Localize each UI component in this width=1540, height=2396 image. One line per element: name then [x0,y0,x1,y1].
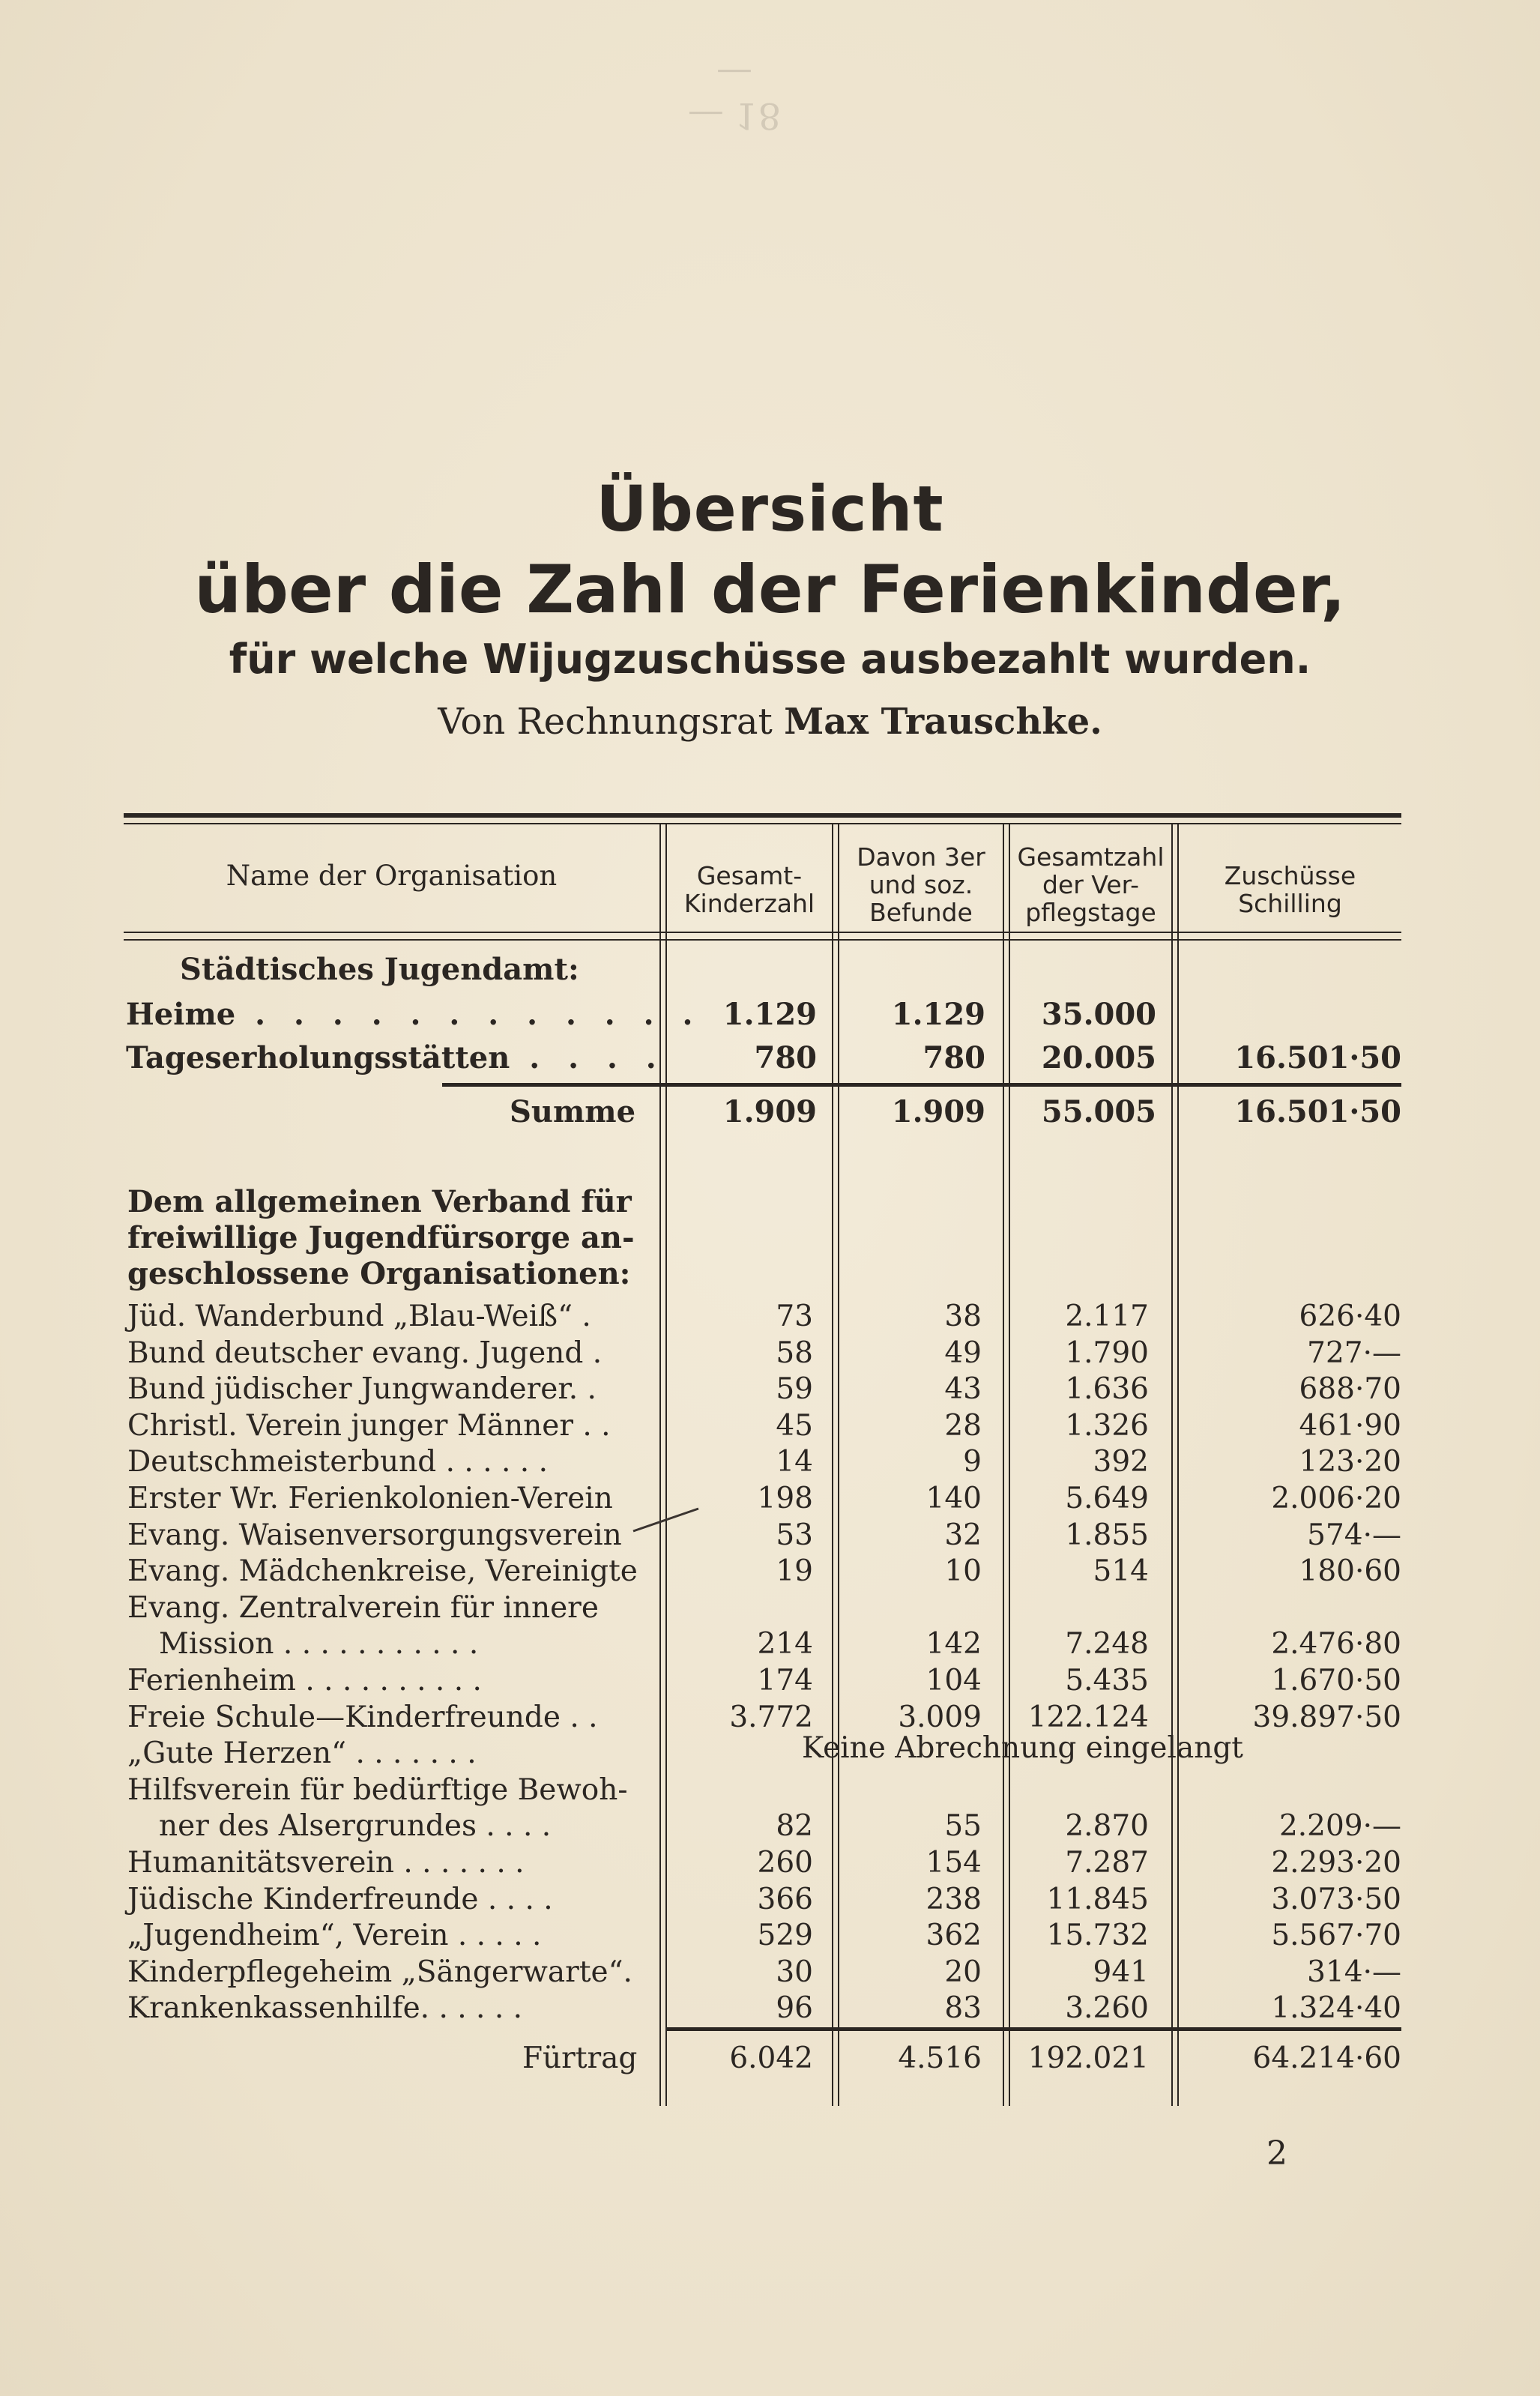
s2-row-17-name: „Jugendheim“, Verein . . . . . [127,1919,542,1952]
s2-row-15-gesamt: 260 [757,1846,813,1880]
s2-row-1-zuschuss: 727·— [1307,1336,1401,1370]
s2-row-15-davon: 154 [925,1846,982,1880]
s2-row-7-davon: 10 [944,1554,982,1588]
s1-tages-gesamt: 780 [754,1040,817,1075]
s2-row-3-davon: 28 [944,1409,982,1443]
title-line-1: Übersicht [596,472,944,546]
s1-heime-gesamt: 1.129 [722,997,817,1032]
s2-row-8-name: Evang. Zentralverein für innere [127,1591,599,1625]
col-divider-2a [832,824,833,2106]
s1-tages-davon: 780 [923,1040,985,1075]
s2-row-11-gesamt: 3.772 [729,1701,813,1734]
s1-tages-zuschuss: 16.501·50 [1234,1040,1401,1075]
s2-row-2-zuschuss: 688·70 [1299,1372,1401,1406]
s2-row-15-zuschuss: 2.293·20 [1271,1846,1401,1880]
s2-row-14-zuschuss: 2.209·— [1278,1809,1401,1843]
s2-row-10-zuschuss: 1.670·50 [1271,1664,1401,1698]
s2-row-2-gesamt: 59 [776,1372,813,1406]
byline-prefix: Von Rechnungsrat [438,701,773,743]
s1-sum-davon: 1.909 [891,1094,985,1129]
s1-tages-tage: 20.005 [1041,1040,1156,1075]
s2-row-1-gesamt: 58 [776,1336,813,1370]
table-top-rule-thick [124,813,1401,818]
s2-row-14-name: ner des Alsergrundes . . . . [159,1809,552,1843]
s2-row-2-davon: 43 [944,1372,982,1406]
s2-row-6-davon: 32 [944,1518,982,1552]
header-tage: Gesamtzahl der Ver- pflegstage [1017,842,1165,927]
s2-row-7-tage: 514 [1093,1554,1149,1588]
s1-sum-tage: 55.005 [1041,1094,1156,1129]
no-report-note: Keine Abrechnung eingelangt [802,1731,1243,1765]
s2-row-7-name: Evang. Mädchenkreise, Vereinigte [127,1554,638,1588]
fuertrag-tage: 192.021 [1027,2042,1149,2075]
s2-row-3-name: Christl. Verein junger Männer . . [127,1409,611,1443]
s2-row-13-name: Hilfsverein für bedürftige Bewoh- [127,1773,628,1807]
s2-row-9-gesamt: 214 [757,1627,813,1661]
s2-row-1-name: Bund deutscher evang. Jugend . [127,1336,603,1370]
s2-row-5-davon: 140 [925,1482,982,1515]
byline [0,701,1540,743]
top-page-number-bleedthrough: — 18 — [687,52,782,136]
s2-row-16-davon: 238 [925,1883,982,1916]
s2-row-10-gesamt: 174 [757,1664,813,1698]
section1-heading: Städtisches Jugendamt: [180,952,579,987]
s1-heime-davon: 1.129 [891,997,985,1032]
section2-heading-3: geschlossene Organisationen: [127,1256,631,1291]
s2-row-14-tage: 2.870 [1065,1809,1149,1843]
s2-row-4-gesamt: 14 [776,1445,813,1479]
header-bottom-rule-1 [124,932,1401,933]
s1-sum-zuschuss: 16.501·50 [1234,1094,1401,1129]
s2-row-4-zuschuss: 123·20 [1299,1445,1401,1479]
section1-row-heime-name [126,997,701,1033]
s2-row-17-gesamt: 529 [757,1919,813,1952]
s2-row-19-name: Krankenkassenhilfe. . . . . . [127,1991,523,2025]
s2-row-0-zuschuss: 626·40 [1299,1300,1401,1333]
fuertrag-label: Fürtrag [522,2042,638,2075]
s2-row-11-tage: 122.124 [1027,1701,1149,1734]
s2-row-9-zuschuss: 2.476·80 [1271,1627,1401,1661]
s2-row-10-name: Ferienheim . . . . . . . . . . [127,1664,482,1698]
s2-row-16-tage: 11.845 [1046,1883,1149,1916]
s2-row-17-tage: 15.732 [1046,1919,1149,1952]
fuertrag-rule [667,2027,1401,2031]
s2-row-10-davon: 104 [925,1664,982,1698]
leader-dots: . . . . [510,1040,665,1075]
section2-heading-1: Dem allgemeinen Verband für [127,1184,632,1219]
col-divider-4a [1171,824,1173,2106]
s2-row-0-tage: 2.117 [1065,1300,1149,1333]
page-number: 2 [1266,2134,1287,2173]
section2-heading-2: freiwillige Jugendfürsorge an- [127,1220,635,1255]
s2-row-3-gesamt: 45 [776,1409,813,1443]
s2-row-2-name: Bund jüdischer Jungwanderer. . [127,1372,597,1406]
s2-row-9-davon: 142 [925,1627,982,1661]
s2-row-10-tage: 5.435 [1065,1664,1149,1698]
s2-row-11-name: Freie Schule—Kinderfreunde . . [127,1701,598,1734]
s2-row-17-zuschuss: 5.567·70 [1271,1919,1401,1952]
s2-row-12-name: „Gute Herzen“ . . . . . . . [127,1736,477,1770]
s2-row-2-tage: 1.636 [1065,1372,1149,1406]
s2-row-5-gesamt: 198 [757,1482,813,1515]
s2-row-9-tage: 7.248 [1065,1627,1149,1661]
header-name: Name der Organisation [226,860,558,892]
s2-row-7-zuschuss: 180·60 [1299,1554,1401,1588]
s2-row-3-zuschuss: 461·90 [1299,1409,1401,1443]
header-zuschuss: Zuschüsse Schilling [1224,861,1356,918]
s2-row-19-davon: 83 [944,1991,982,2025]
s2-row-4-name: Deutschmeisterbund . . . . . . [127,1445,548,1479]
s2-row-4-davon: 9 [963,1445,982,1479]
s2-row-19-zuschuss: 1.324·40 [1271,1991,1401,2025]
s2-row-16-gesamt: 366 [757,1883,813,1916]
s1-heime-tage: 35.000 [1041,997,1156,1032]
s2-row-15-name: Humanitätsverein . . . . . . . [127,1846,525,1880]
header-bottom-rule-2 [124,939,1401,941]
s2-row-15-tage: 7.287 [1065,1846,1149,1880]
row-label: Heime [126,997,236,1032]
s2-row-14-davon: 55 [944,1809,982,1843]
s2-row-19-tage: 3.260 [1065,1991,1149,2025]
s2-row-9-name: Mission . . . . . . . . . . . [159,1627,479,1661]
s2-row-18-zuschuss: 314·— [1307,1955,1401,1989]
s2-row-11-davon: 3.009 [898,1701,982,1734]
s2-row-6-zuschuss: 574·— [1307,1518,1401,1552]
leader-dots: . . . . . . . . . . . . [235,997,702,1032]
s2-row-19-gesamt: 96 [776,1991,813,2025]
header-gesamt: Gesamt- Kinderzahl [683,861,815,918]
s2-row-14-gesamt: 82 [776,1809,813,1843]
s2-row-5-name: Erster Wr. Ferienkolonien-Verein [127,1482,613,1515]
sum-rule [442,1083,1401,1087]
title-line-3: für welche Wijugzuschüsse ausbezahlt wurden. [229,636,1311,683]
fuertrag-gesamt: 6.042 [729,2042,813,2075]
fuertrag-zuschuss: 64.214·60 [1252,2042,1401,2075]
row-label: Tageserholungsstätten [126,1040,510,1075]
s2-row-16-name: Jüdische Kinderfreunde . . . . [127,1883,553,1916]
byline-author: Max Trauschke. [784,701,1102,743]
s2-row-17-davon: 362 [925,1919,982,1952]
s2-row-18-name: Kinderpflegeheim „Sängerwarte“. [127,1955,632,1989]
header-davon: Davon 3er und soz. Befunde [857,842,985,927]
s2-row-18-tage: 941 [1093,1955,1149,1989]
s1-sum-label: Summe [510,1094,636,1129]
s2-row-0-gesamt: 73 [776,1300,813,1333]
col-divider-3a [1003,824,1004,2106]
s1-sum-gesamt: 1.909 [722,1094,817,1129]
s2-row-0-davon: 38 [944,1300,982,1333]
fuertrag-davon: 4.516 [898,2042,982,2075]
s2-row-5-zuschuss: 2.006·20 [1271,1482,1401,1515]
table-top-rule-thin [124,823,1401,824]
section1-row-tages-name [126,1040,665,1076]
s2-row-7-gesamt: 19 [776,1554,813,1588]
s2-row-18-davon: 20 [944,1955,982,1989]
s2-row-1-tage: 1.790 [1065,1336,1149,1370]
s2-row-6-name: Evang. Waisenversorgungsverein [127,1518,622,1552]
title-line-2: über die Zahl der Ferienkinder, [194,551,1346,628]
s2-row-5-tage: 5.649 [1065,1482,1149,1515]
s2-row-6-tage: 1.855 [1065,1518,1149,1552]
s2-row-16-zuschuss: 3.073·50 [1271,1883,1401,1916]
s2-row-18-gesamt: 30 [776,1955,813,1989]
s2-row-3-tage: 1.326 [1065,1409,1149,1443]
s2-row-11-zuschuss: 39.897·50 [1252,1701,1401,1734]
pen-mark [629,1503,704,1540]
s2-row-6-gesamt: 53 [776,1518,813,1552]
s2-row-0-name: Jüd. Wanderbund „Blau-Weiß“ . [127,1300,591,1333]
s2-row-1-davon: 49 [944,1336,982,1370]
s2-row-4-tage: 392 [1093,1445,1149,1479]
